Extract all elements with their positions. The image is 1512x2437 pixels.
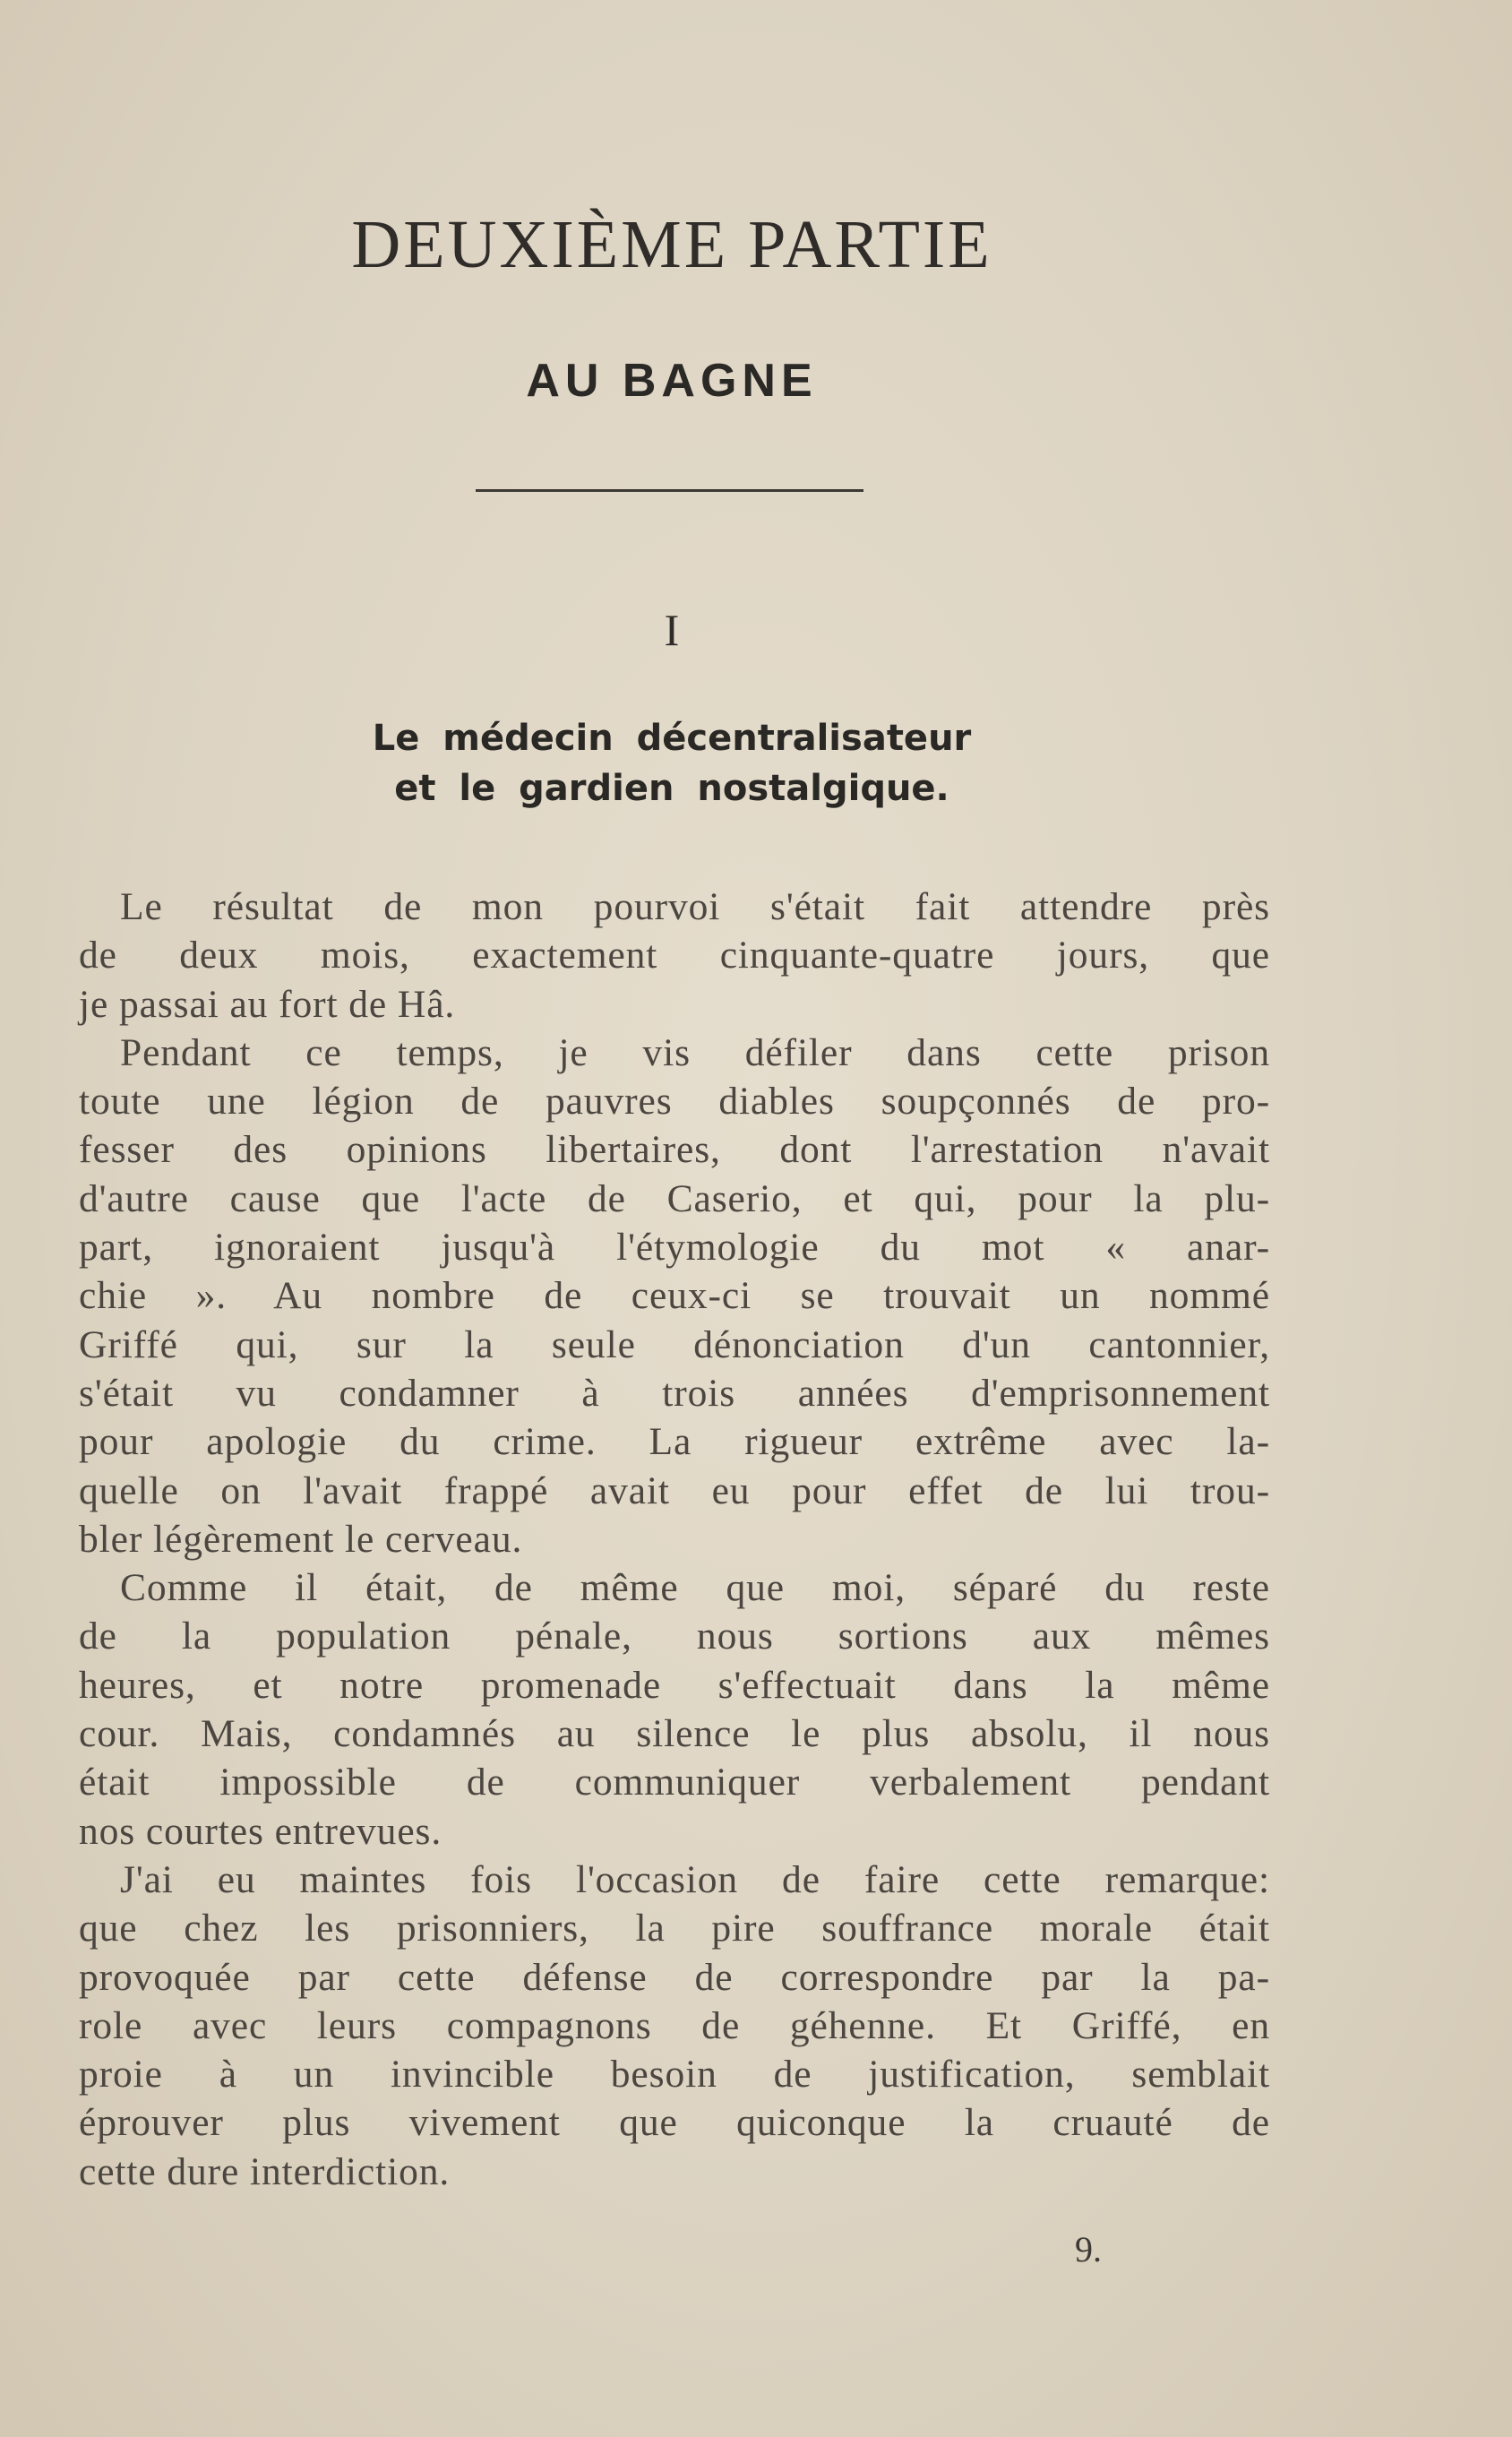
text-line: J'ai eu maintes fois l'occasion de faire cette remarque:	[120, 1857, 1270, 1901]
text-line: Pendant ce temps, je vis défiler dans cette prison	[120, 1030, 1270, 1074]
text-line: heures, et notre promenade s'effectuait dans la même	[79, 1663, 1270, 1707]
text-line: cour. Mais, condamnés au silence le plus absolu, il nous	[79, 1712, 1270, 1756]
text-line: Le résultat de mon pourvoi s'était fait attendre près	[120, 885, 1270, 928]
text-line: part, ignoraient jusqu'à l'étymologie du mot « anar-	[79, 1226, 1270, 1270]
text-line: toute une légion de pauvres diables soupçonnés de pro-	[79, 1080, 1270, 1124]
chapter-number: I	[664, 605, 680, 655]
text-line: Comme il était, de même que moi, séparé du reste	[120, 1566, 1270, 1610]
text-line: provoquée par cette défense de correspondre par la pa-	[79, 1955, 1270, 1999]
title-rule	[476, 489, 863, 492]
text-line: s'était vu condamner à trois années d'emprisonnement	[79, 1371, 1270, 1415]
text-line: d'autre cause que l'acte de Caserio, et qui, pour la plu-	[79, 1176, 1270, 1220]
text-line: éprouver plus vivement que quiconque la cruauté de	[79, 2101, 1270, 2145]
text-line: que chez les prisonniers, la pire souffrance morale était	[79, 1907, 1270, 1950]
text-line: role avec leurs compagnons de géhenne. Et Griffé, en	[79, 2003, 1270, 2047]
chapter-title-line-1: Le médecin décentralisateur	[372, 718, 972, 759]
text-line: bler légèrement le cerveau.	[79, 1517, 523, 1561]
text-line: proie à un invincible besoin de justification, semblait	[79, 2053, 1270, 2097]
body-text	[79, 883, 1270, 2196]
chapter-title-line-2: et le gardien nostalgique.	[394, 768, 949, 809]
part-title: DEUXIÈME PARTIE	[351, 207, 992, 282]
section-title: AU BAGNE	[526, 355, 818, 407]
text-line: quelle on l'avait frappé avait eu pour effet de lui trou-	[79, 1468, 1270, 1512]
page-number: 9.	[1075, 2229, 1102, 2269]
text-line: Griffé qui, sur la seule dénonciation d'un cantonnier,	[79, 1322, 1270, 1366]
text-line: de deux mois, exactement cinquante-quatre jours, que	[79, 934, 1270, 977]
text-line: chie ». Au nombre de ceux-ci se trouvait un nommé	[79, 1274, 1270, 1318]
text-line: nos courtes entrevues.	[79, 1809, 442, 1853]
text-line: pour apologie du crime. La rigueur extrême avec la-	[79, 1420, 1270, 1464]
text-line: était impossible de communiquer verbalement pendant	[79, 1761, 1270, 1804]
text-line: je passai au fort de Hâ.	[79, 982, 456, 1026]
text-line: de la population pénale, nous sortions aux mêmes	[79, 1615, 1270, 1658]
text-line: cette dure interdiction.	[79, 2149, 451, 2193]
text-line: fesser des opinions libertaires, dont l'arrestation n'avait	[79, 1128, 1270, 1172]
chapter-title	[0, 713, 1344, 814]
